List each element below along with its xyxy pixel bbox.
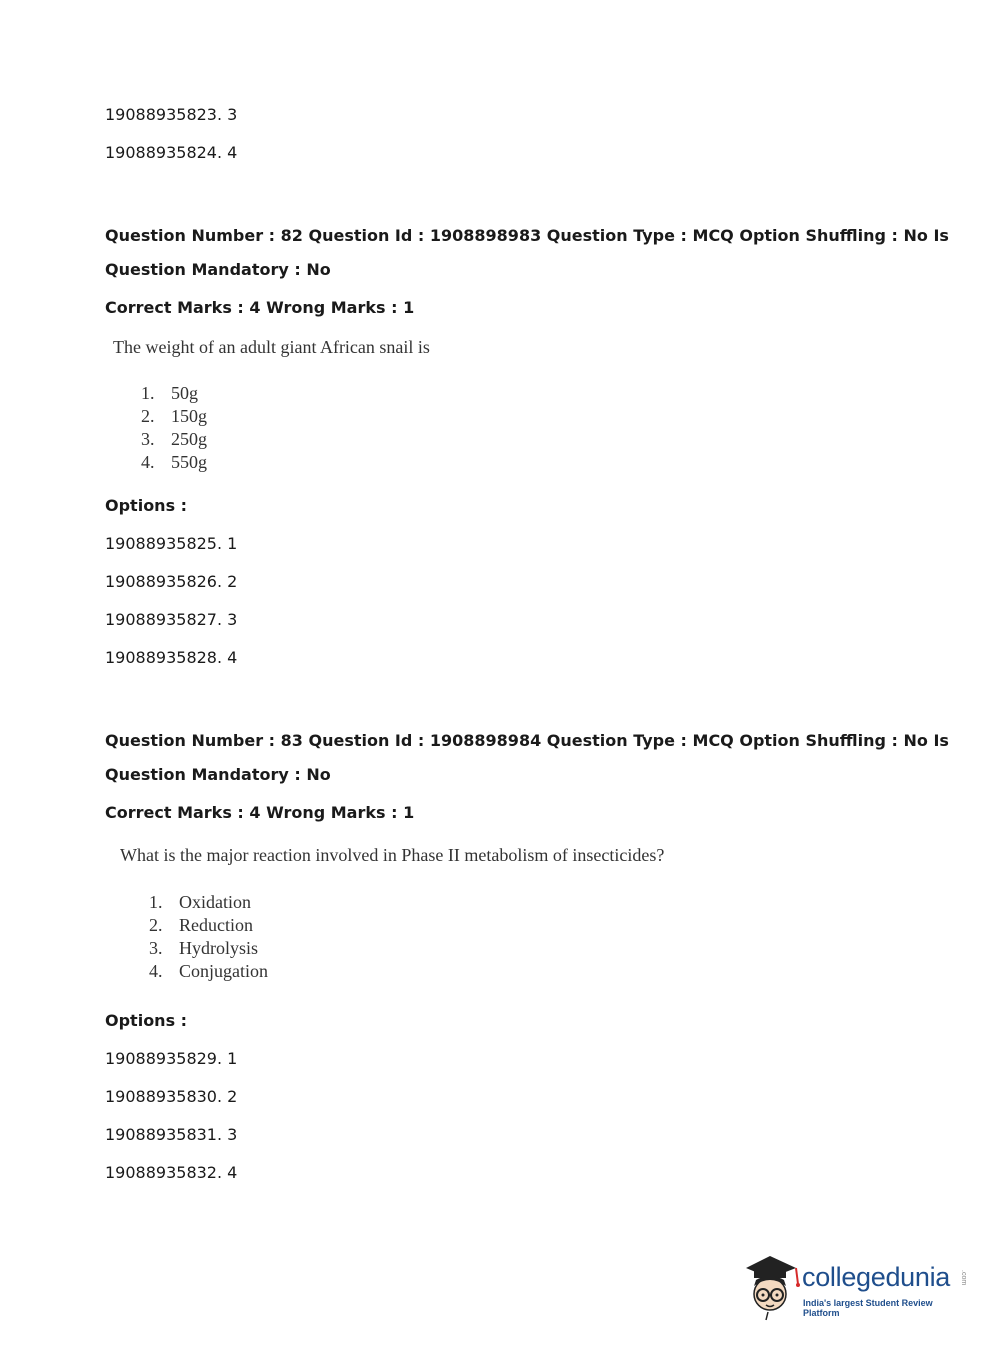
list-item: 1. Oxidation	[149, 892, 251, 912]
q82-choice-list	[141, 382, 207, 474]
list-item: 2. 150g	[141, 406, 207, 426]
logo-wordmark: collegedunia	[802, 1262, 951, 1292]
list-item: 1. 50g	[141, 383, 198, 403]
option-line: 19088935830. 2	[105, 1087, 238, 1106]
logo-tagline: India's largest Student Review Platform	[803, 1298, 933, 1318]
q83-header: Question Number : 83 Question Id : 1908898984 Question Type : MCQ Option Shuffling : No Is	[105, 731, 949, 750]
logo-domain: .com	[960, 1270, 967, 1286]
option-line: 19088935828. 4	[105, 648, 238, 667]
collegedunia-logo	[740, 1248, 970, 1322]
q82-mandatory: Question Mandatory : No	[105, 260, 331, 279]
q82-options-label: Options :	[105, 496, 188, 515]
q83-question-text: What is the major reaction involved in Phase II metabolism of insecticides?	[120, 845, 665, 865]
q83-options-label: Options :	[105, 1011, 188, 1030]
q83-marks: Correct Marks : 4 Wrong Marks : 1	[105, 803, 415, 822]
option-line: 19088935824. 4	[105, 143, 238, 162]
option-line: 19088935829. 1	[105, 1049, 238, 1068]
list-item: 3. 250g	[141, 429, 207, 449]
list-item: 2. Reduction	[149, 915, 253, 935]
list-item: 4. 550g	[141, 452, 207, 472]
q82-header: Question Number : 82 Question Id : 1908898983 Question Type : MCQ Option Shuffling : No Is	[105, 226, 949, 245]
list-item: 3. Hydrolysis	[149, 938, 259, 958]
option-line: 19088935827. 3	[105, 610, 238, 629]
q82-marks: Correct Marks : 4 Wrong Marks : 1	[105, 298, 415, 317]
list-item: 4. Conjugation	[149, 961, 268, 981]
option-line: 19088935823. 3	[105, 105, 238, 124]
option-line: 19088935826. 2	[105, 572, 238, 591]
option-line: 19088935832. 4	[105, 1163, 238, 1182]
mascot-icon	[740, 1248, 802, 1322]
q83-choice-list	[149, 891, 268, 983]
option-line: 19088935831. 3	[105, 1125, 238, 1144]
q82-question-text: The weight of an adult giant African snail is	[113, 337, 430, 357]
q83-mandatory: Question Mandatory : No	[105, 765, 331, 784]
option-line: 19088935825. 1	[105, 534, 238, 553]
